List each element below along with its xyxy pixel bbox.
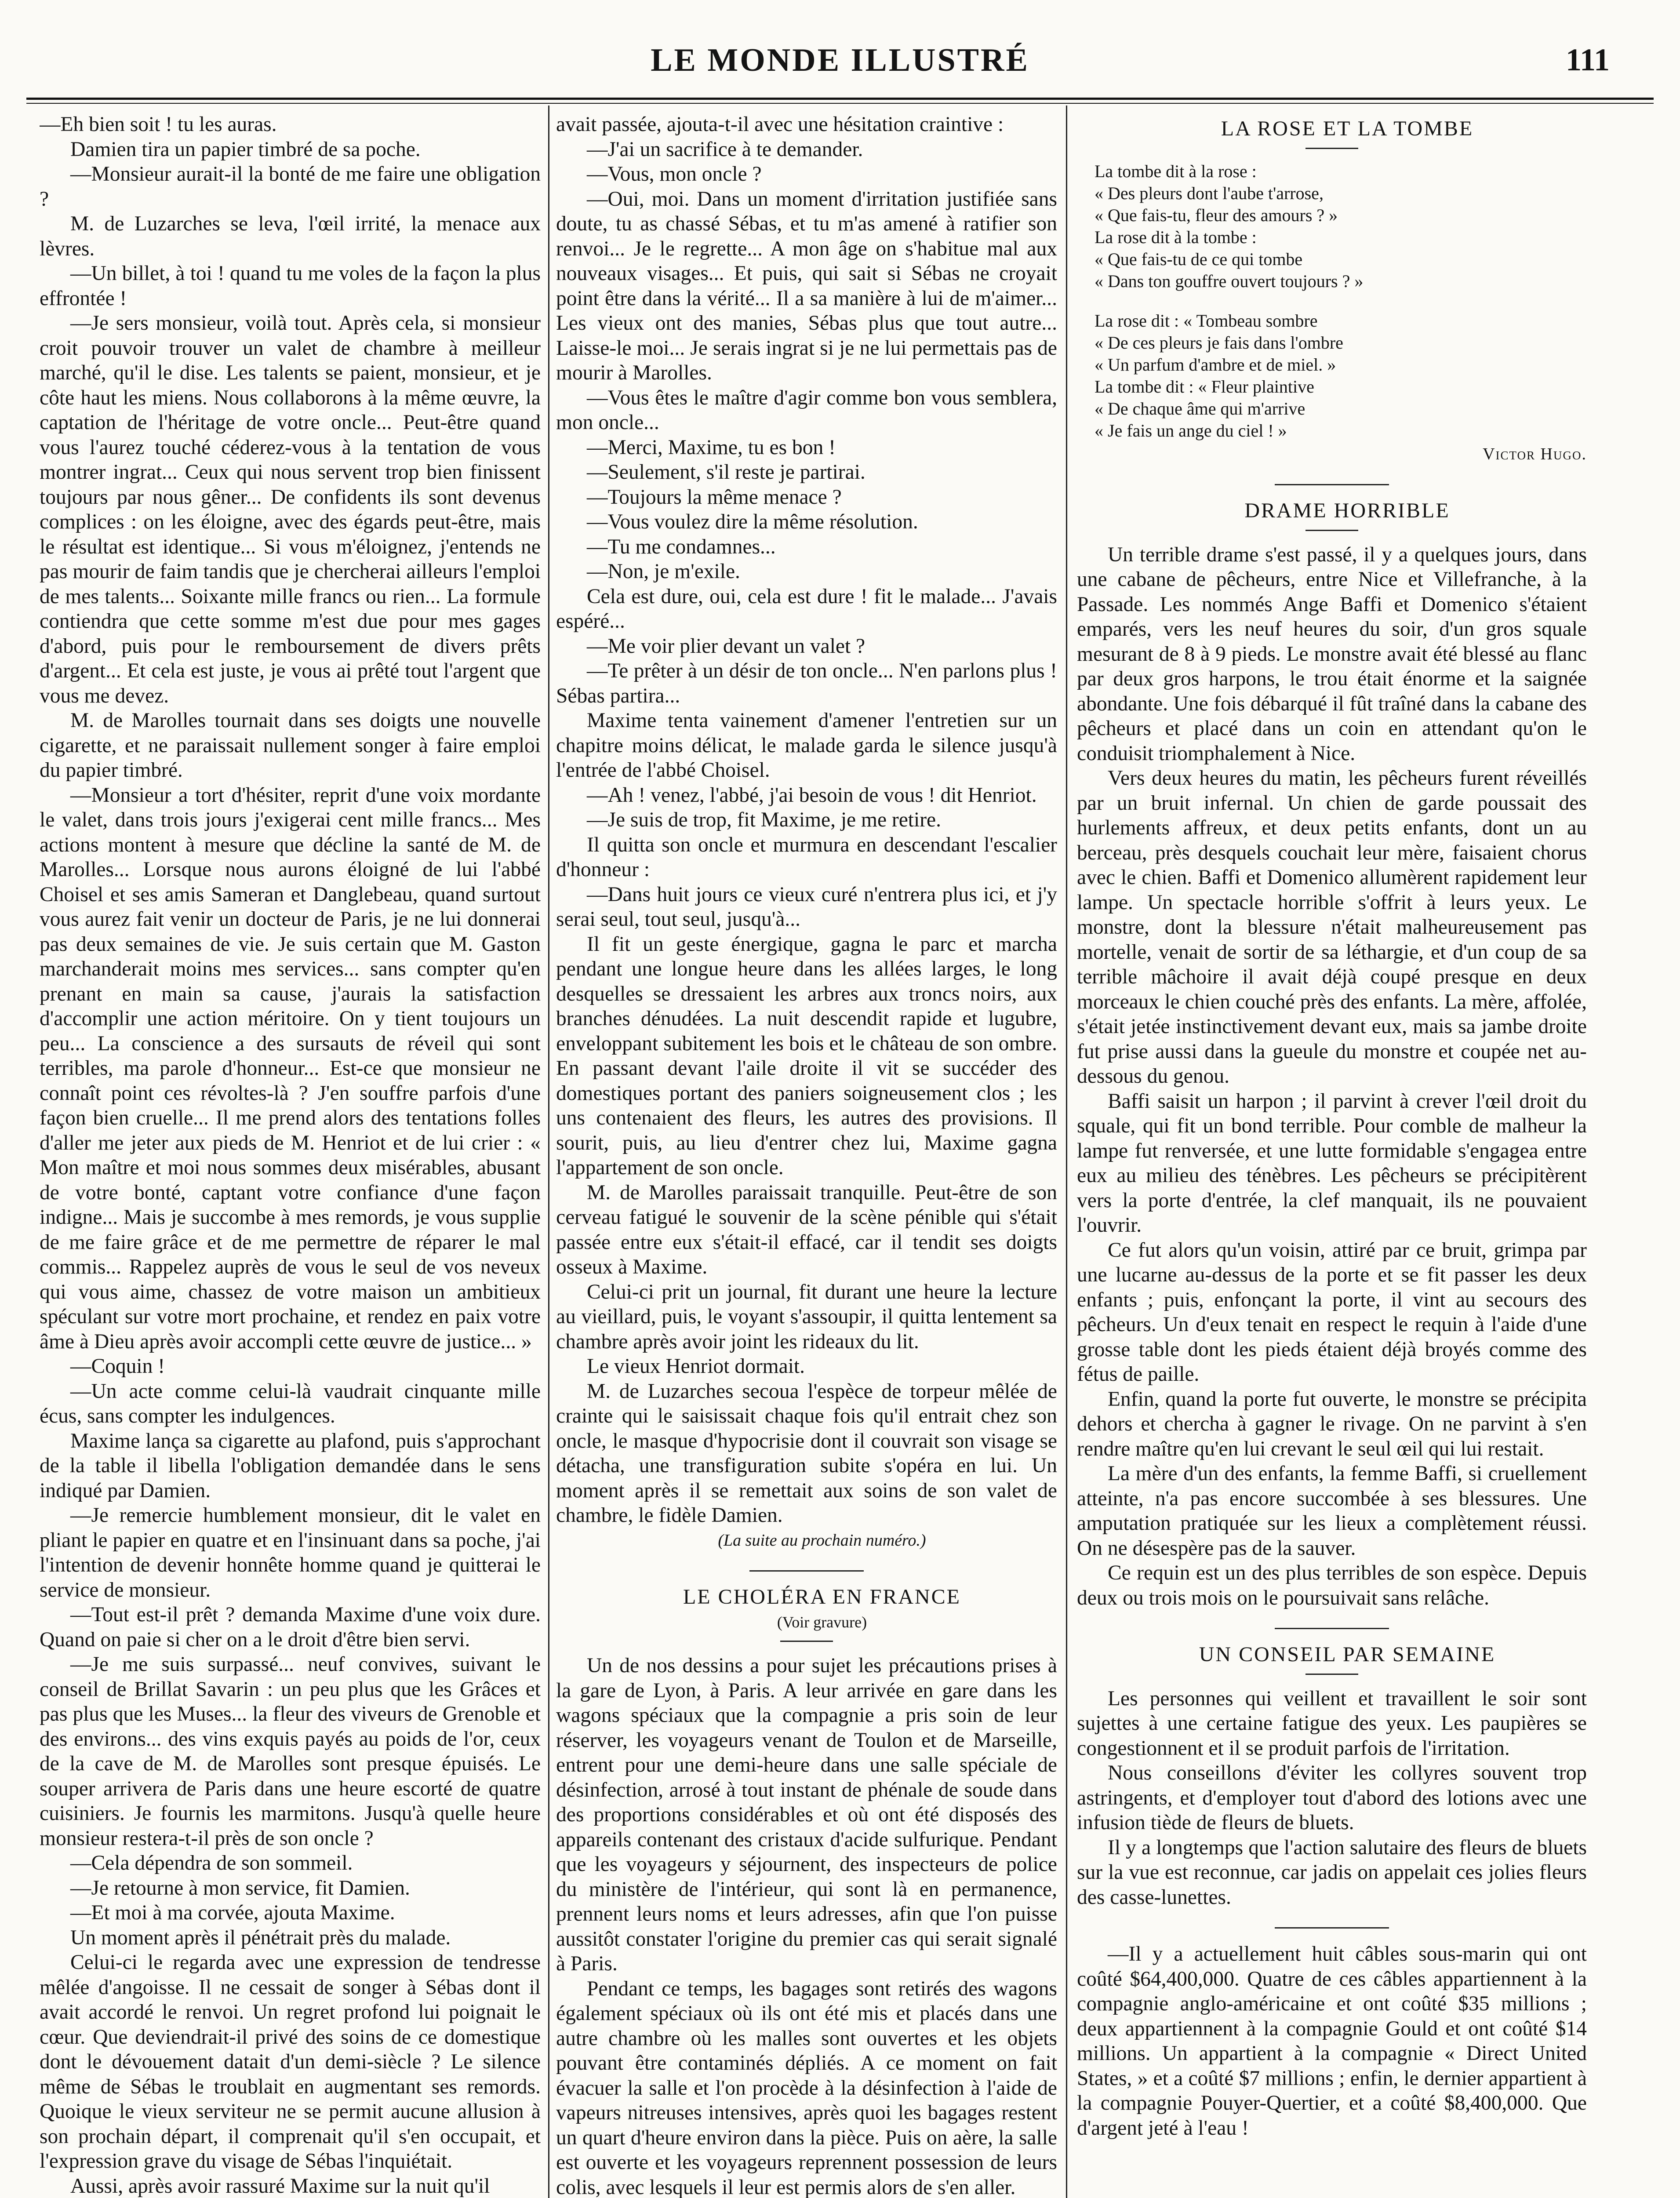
- poem-author: Victor Hugo.: [1483, 444, 1587, 463]
- paragraph: La mère d'un des enfants, la femme Baffi, si cruellement atteinte, n'a pas encore succombée à ses blessures. Une amputation pratiquée sur les lieux a complètement réussi. On ne désespère pas de la sauver.: [1077, 1462, 1587, 1560]
- paragraph: M. de Luzarches se leva, l'œil irrité, la menace aux lèvres.: [40, 212, 541, 260]
- paragraph: M. de Marolles paraissait tranquille. Peut-être de son cerveau fatigué le souvenir de la scène pénible qui s'était passée entre eux s'était-il effacé, car il tendit ses doigts osseux à Maxime.: [556, 1181, 1057, 1278]
- paragraph: —Dans huit jours ce vieux curé n'entrera plus ici, et j'y serai seul, tout seul, jusqu'à...: [556, 883, 1057, 931]
- column-2: [556, 112, 1057, 2198]
- paragraph: Maxime tenta vainement d'amener l'entretien sur un chapitre moins délicat, le malade garda le silence jusqu'à l'entrée de l'abbé Choisel.: [556, 709, 1057, 782]
- paragraph: —Vous voulez dire la même résolution.: [587, 510, 918, 533]
- page-header: [26, 42, 1654, 99]
- article-title-drame: DRAME HORRIBLE: [1244, 499, 1450, 522]
- paragraph: Ce fut alors qu'un voisin, attiré par ce bruit, grimpa par une lucarne au-dessus de la porte et se fit passer les deux enfants ; puis, enfonçant la porte, il vint au secours des pêcheurs. Un d'eux tenait en respect le requin à l'aide d'une grosse table dont les pieds étaient déjà broyés comme des fétus de paille.: [1077, 1238, 1587, 1386]
- title-rule: [1305, 530, 1358, 531]
- paragraph: Damien tira un papier timbré de sa poche.: [70, 138, 421, 161]
- poem-line: « De chaque âme qui m'arrive: [1095, 398, 1305, 418]
- column-divider: [1066, 106, 1067, 2198]
- paragraph: —J'ai un sacrifice à te demander.: [587, 138, 863, 161]
- section-divider: [1275, 484, 1389, 485]
- poem-line: La rose dit à la tombe :: [1095, 227, 1257, 247]
- paragraph: Ce requin est un des plus terribles de son espèce. Depuis deux ou trois mois on le poursuivait sans relâche.: [1077, 1561, 1587, 1609]
- paragraph: —Ah ! venez, l'abbé, j'ai besoin de vous ! dit Henriot.: [587, 783, 1037, 807]
- paragraph: Un de nos dessins a pour sujet les précautions prises à la gare de Lyon, à Paris. A leur arrivée en gare dans les wagons spéciaux que la compagnie a pris soin de leur réserver, les voyageurs venant de Toulon et de Marseille, entrent pour une demi-heure dans une salle spéciale de désinfection, arrosé à tout instant de phénale de soude dans des proportions considérables et où ont été disposés des appareils contenant des cristaux d'acide sulfurique. Pendant que les voyageurs y séjournent, des inspecteurs de police du ministère de l'intérieur, qui sont là en permanence, prennent leurs noms et leurs adresses, afin que l'on puisse aussitôt constater l'origine du premier cas qui serait signalé à Paris.: [556, 1654, 1057, 1975]
- header-rule-thin: [26, 103, 1654, 104]
- paragraph: —Coquin !: [70, 1355, 165, 1378]
- paragraph: Vers deux heures du matin, les pêcheurs furent réveillés par un bruit infernal. Un chien de garde poussait des hurlements affreux, et deux petits enfants, dont un au berceau, près desquels couchait leur mère, faisaient chorus avec le chien. Baffi et Domenico allumèrent rapidement leur lampe. Un spectacle horrible s'offrit à leurs yeux. Le monstre, dont la blessure n'était malheureusement pas mortelle, venait de sortir de sa léthargie, et d'un coup de sa terrible mâchoire il avait déjà coupé presque en deux morceaux le chien couché près des enfants. La mère, affolée, s'était jetée instinctivement devant eux, mais sa jambe droite fut prise aussi dans la gueule du monstre et coupée net au-dessous du genou.: [1077, 767, 1587, 1088]
- paragraph: —Seulement, s'il reste je partirai.: [587, 461, 865, 484]
- paragraph: Les personnes qui veillent et travaillent le soir sont sujettes à une certaine fatigue des yeux. Les paupières se congestionnent et il se produit parfois de l'irritation.: [1077, 1687, 1587, 1760]
- poem-line: « De ces pleurs je fais dans l'ombre: [1095, 332, 1343, 353]
- column-1-feuilleton: [40, 112, 541, 2198]
- paragraph: M. de Luzarches secoua l'espèce de torpeur mêlée de crainte qui le saisissait chaque fois qu'il entrait chez son oncle, le masque d'hypocrisie dont il couvrait son visage se détacha, une transfiguration subite s'opéra en lui. Un moment après il se remettait aux soins de son valet de chambre, le fidèle Damien.: [556, 1379, 1057, 1527]
- paragraph: Maxime lança sa cigarette au plafond, puis s'approchant de la table il libella l'obligation demandée dans le sens indiqué par Damien.: [40, 1429, 541, 1502]
- paragraph: —Merci, Maxime, tu es bon !: [587, 436, 836, 459]
- title-rule: [1305, 148, 1358, 149]
- paragraph: Aussi, après avoir rassuré Maxime sur la nuit qu'il: [70, 2174, 490, 2198]
- column-divider: [548, 106, 549, 2198]
- paragraph: M. de Marolles tournait dans ses doigts une nouvelle cigarette, et ne paraissait nullement songer à faire emploi du papier timbré.: [40, 709, 541, 782]
- paragraph: —Je me suis surpassé... neuf convives, suivant le conseil de Brillat Savarin : un peu plus que les Grâces et pas plus que les Muses... la fleur des viveurs de Grenoble et des environs... des vins exquis payés au poids de l'or, ceux de la cave de M. de Marolles sont presque épuisés. Le souper arrivera de Paris dans une heure escorté de quatre cuisiniers. Je fournis les marmitons. Jusqu'à quelle heure monsieur restera-t-il près de son oncle ?: [40, 1653, 541, 1850]
- poem-line: « Un parfum d'ambre et de miel. »: [1095, 354, 1336, 375]
- paragraph: —Toujours la même menace ?: [587, 485, 842, 509]
- paragraph: —Non, je m'exile.: [587, 560, 740, 583]
- poem: [1095, 160, 1587, 442]
- poem-title: LA ROSE ET LA TOMBE: [1221, 117, 1474, 140]
- poem-line: « Des pleurs dont l'aube t'arrose,: [1095, 183, 1324, 203]
- poem-line: « Que fais-tu, fleur des amours ? »: [1095, 205, 1338, 225]
- paragraph: Celui-ci prit un journal, fit durant une heure la lecture au vieillard, puis, le voyant s'assoupir, il quitta lentement sa chambre après avoir joint les rideaux du lit.: [556, 1280, 1057, 1353]
- poem-line: « Que fais-tu de ce qui tombe: [1095, 249, 1303, 269]
- paragraph: —Il y a actuellement huit câbles sous-marin qui ont coûté $64,400,000. Quatre de ces câbles appartiennent à la compagnie anglo-américaine et ont coûté $35 millions ; deux appartiennent à la compagnie Gould et ont coûté $14 millions. Un appartient à la compagnie « Direct United States, » et a coûté $7 millions ; enfin, le dernier appartient à la compagnie Pouyer-Quertier, et a coûté $8,400,000. Que d'argent jeté à l'eau !: [1077, 1943, 1587, 2140]
- paragraph: —Je sers monsieur, voilà tout. Après cela, si monsieur croit pouvoir trouver un valet de chambre à meilleur marché, qu'il le dise. Les talents se paient, monsieur, et je côte haut les miens. Nous collaborons à la même œuvre, la captation de l'héritage de votre oncle... Peut-être quand vous l'aurez touché céderez-vous à la tentation de vous montrer ingrat... Ceux qui nous servent trop bien finissent toujours par nous gêner... De confidents ils sont devenus complices : on les éloigne, avec des égards peut-être, mais le résultat est identique... Si vous m'éloignez, j'entends ne pas mourir de faim tandis que je chercherai ailleurs l'emploi de mes talents... Soixante mille francs ou rien... La formule contiendra que cette somme m'est due pour mes gages d'abord, puis pour le remboursement de divers prêts d'argent... Et cela est juste, je vous ai prêté tout l'argent que vous me devez.: [40, 312, 541, 707]
- poem-stanza: [1095, 160, 1587, 292]
- masthead: LE MONDE ILLUSTRÉ: [651, 42, 1029, 78]
- paragraph: Il y a longtemps que l'action salutaire des fleurs de bluets sur la vue est reconnue, car jadis on appelait ces jolies fleurs des casse-lunettes.: [1077, 1836, 1587, 1909]
- paragraph: —Je remercie humblement monsieur, dit le valet en pliant le papier en quatre et en l'insinuant dans sa poche, j'ai l'intention de devenir honnête homme quand je quitterai le service de monsieur.: [40, 1504, 541, 1601]
- continuation-note: (La suite au prochain numéro.): [718, 1531, 926, 1550]
- paragraph: —Je retourne à mon service, fit Damien.: [70, 1876, 410, 1900]
- page-number: 111: [1565, 42, 1610, 77]
- paragraph: —Te prêter à un désir de ton oncle... N'en parlons plus ! Sébas partira...: [556, 659, 1057, 707]
- paragraph: Baffi saisit un harpon ; il parvint à crever l'œil droit du squale, qui fit un bond terrible. Pour comble de malheur la lampe fut renversée, et une lutte formidable s'engagea entre eux au milieu des ténèbres. Les pêcheurs se précipitèrent vers la porte d'entrée, la clef manquait, ils ne pouvaient l'ouvrir.: [1077, 1089, 1587, 1237]
- paragraph: Le vieux Henriot dormait.: [587, 1355, 805, 1378]
- poem-stanza: [1095, 310, 1587, 442]
- section-divider: [1275, 1628, 1389, 1629]
- paragraph: —Me voir plier devant un valet ?: [587, 634, 865, 658]
- poem-line: « Dans ton gouffre ouvert toujours ? »: [1095, 271, 1364, 291]
- column-3: [1077, 112, 1587, 2198]
- paragraph: —Eh bien soit ! tu les auras.: [40, 113, 277, 136]
- paragraph: —Et moi à ma corvée, ajouta Maxime.: [70, 1901, 395, 1924]
- paragraph: —Vous, mon oncle ?: [587, 163, 762, 186]
- paragraph: —Vous êtes le maître d'agir comme bon vous semblera, mon oncle...: [556, 386, 1057, 434]
- paragraph: —Oui, moi. Dans un moment d'irritation justifiée sans doute, tu as chassé Sébas, et tu m'as amené à ratifier son renvoi... Je le regrette... A mon âge on s'habitue mal aux nouveaux visages... Et puis, qui sait si Sébas ne croyait point être dans la vérité... Il a sa manière à lui de m'aimer... Les vieux ont des manies, Sébas plus que tout autre... Laisse-le moi... Je serais ingrat si je ne lui permettais pas de mourir à Marolles.: [556, 187, 1057, 384]
- poem-line: La tombe dit : « Fleur plaintive: [1095, 376, 1314, 397]
- title-rule: [1305, 1674, 1358, 1675]
- paragraph: —Tout est-il prêt ? demanda Maxime d'une voix dure. Quand on paie si cher on a le droit d'être bien servi.: [40, 1603, 541, 1651]
- title-rule: [780, 1641, 833, 1642]
- paragraph: —Cela dépendra de son sommeil.: [70, 1852, 353, 1874]
- section-divider: [749, 1570, 864, 1572]
- poem-line: La rose dit : « Tombeau sombre: [1095, 310, 1318, 331]
- paragraph: —Tu me condamnes...: [587, 535, 776, 558]
- poem-line: « Je fais un ange du ciel ! »: [1095, 420, 1287, 440]
- paragraph: Celui-ci le regarda avec une expression de tendresse mêlée d'angoisse. Il ne cessait de songer à Sébas dont il avait accordé le renvoi. Un regret profond lui poignait le cœur. Que deviendrait-il privé des soins de ce domestique dont le dévouement datait d'un demi-siècle ? Le silence même de Sébas le troublait en augmentant ses remords. Quoique le vieux serviteur ne se permit aucune allusion à son prochain départ, il comprenait qu'il s'en occupait, et l'expression grave du visage de Sébas l'inquiétait.: [40, 1951, 541, 2173]
- paragraph: —Un billet, à toi ! quand tu me voles de la façon la plus effrontée !: [40, 262, 541, 310]
- article-title-cholera: LE CHOLÉRA EN FRANCE: [683, 1585, 961, 1608]
- paragraph: Enfin, quand la porte fut ouverte, le monstre se précipita dehors et chercha à gagner le rivage. On ne parvint à s'en rendre maître qu'en lui crevant le seul œil qui lui restait.: [1077, 1387, 1587, 1460]
- paragraph: —Un acte comme celui-là vaudrait cinquante mille écus, sans compter les indulgences.: [40, 1379, 541, 1427]
- article-title-conseil: UN CONSEIL PAR SEMAINE: [1199, 1643, 1496, 1666]
- article-subtitle: (Voir gravure): [777, 1613, 867, 1631]
- paragraph: Un terrible drame s'est passé, il y a quelques jours, dans une cabane de pêcheurs, entre Nice et Villefranche, à la Passade. Les nommés Ange Baffi et Domenico s'étaient emparés, vers les neuf heures du soir, d'un gros squale mesurant de 8 à 9 pieds. Le monstre avait été blessé au flanc par deux gros harpons, le trou était énorme et la saignée abondante. Une fois débarqué il fût traîné dans la cabane des pêcheurs et placé dans un coin en attendant qu'on le conduisit triomphalement à Nice.: [1077, 543, 1587, 765]
- paragraph: Il fit un geste énergique, gagna le parc et marcha pendant une longue heure dans les allées larges, le long desquelles se dressaient les arbres aux troncs noirs, aux branches dénudées. La nuit descendit rapide et lugubre, enveloppant subitement les bois et le château de son ombre. En passant devant l'aile droite il vit se succéder des domestiques portant des paniers soigneusement clos ; les uns contenaient des fleurs, les autres des provisions. Il sourit, puis, au lieu d'entrer chez lui, Maxime gagna l'appartement de son oncle.: [556, 932, 1057, 1179]
- paragraph: Nous conseillons d'éviter les collyres souvent trop astringents, et d'employer tout d'abord des lotions avec une infusion tiède de fleurs de bluets.: [1077, 1761, 1587, 1834]
- paragraph: —Monsieur aurait-il la bonté de me faire une obligation ?: [40, 163, 541, 211]
- header-rule: [26, 98, 1654, 100]
- paragraph: Un moment après il pénétrait près du malade.: [70, 1926, 451, 1949]
- paragraph: Il quitta son oncle et murmura en descendant l'escalier d'honneur :: [556, 833, 1057, 881]
- paragraph: —Monsieur a tort d'hésiter, reprit d'une voix mordante le valet, dans trois jours j'exigerai cent mille francs... Mes actions montent à mesure que décline la santé de M. de Marolles... Lorsque nous aurons éloigné de lui l'abbé Choisel et ses amis Sameran et Danglebeau, quand surtout vous aurez fait venir un docteur de Paris, je ne lui donnerai pas deux semaines de vie. Je suis certain que M. Gaston marchanderait moins mes services... sans compter qu'en prenant en main sa cause, j'aurais la satisfaction d'accomplir une action méritoire. On y tient toujours un peu... La conscience a des sursauts de réveil qui sont terribles, ma parole d'honneur... Est-ce que monsieur ne connaît point ces révoltes-là ? J'en souffre parfois d'une façon bien cruelle... Il me prend alors des tentations folles d'aller me jeter aux pieds de M. Henriot et de lui crier : « Mon maître et moi nous sommes deux misérables, abusant de votre bonté, captant votre confiance d'une façon indigne... Mais je succombe à mes remords, je vous supplie de me faire grâce et de me permettre de réparer le mal commis... Rappelez auprès de vous le seul de vos neveux qui vous aime, chassez de votre maison un ambitieux spéculant sur votre mort prochaine, et rendez en paix votre âme à Dieu après avoir accompli cette œuvre de justice... »: [40, 783, 541, 1353]
- section-divider: [1275, 1927, 1389, 1929]
- paragraph: avait passée, ajouta-t-il avec une hésitation craintive :: [556, 113, 1004, 136]
- paragraph: —Je suis de trop, fit Maxime, je me retire.: [587, 808, 941, 831]
- paragraph: Pendant ce temps, les bagages sont retirés des wagons également spéciaux où ils ont été mis et placés dans une autre chambre où les malles sont ouvertes et les objets pouvant être contaminés dépliés. A ce moment on fait évacuer la salle et l'on procède à la désinfection à l'aide de vapeurs nitreuses intensives, après quoi les bagages restent un quart d'heure environ dans la pièce. Puis on aère, la salle est ouverte et les voyageurs reprennent possession de leurs colis, avec lesquels il leur est permis alors de s'en aller.: [556, 1977, 1057, 2198]
- paragraph: Cela est dure, oui, cela est dure ! fit le malade... J'avais espéré...: [556, 585, 1057, 633]
- poem-line: La tombe dit à la rose :: [1095, 161, 1257, 181]
